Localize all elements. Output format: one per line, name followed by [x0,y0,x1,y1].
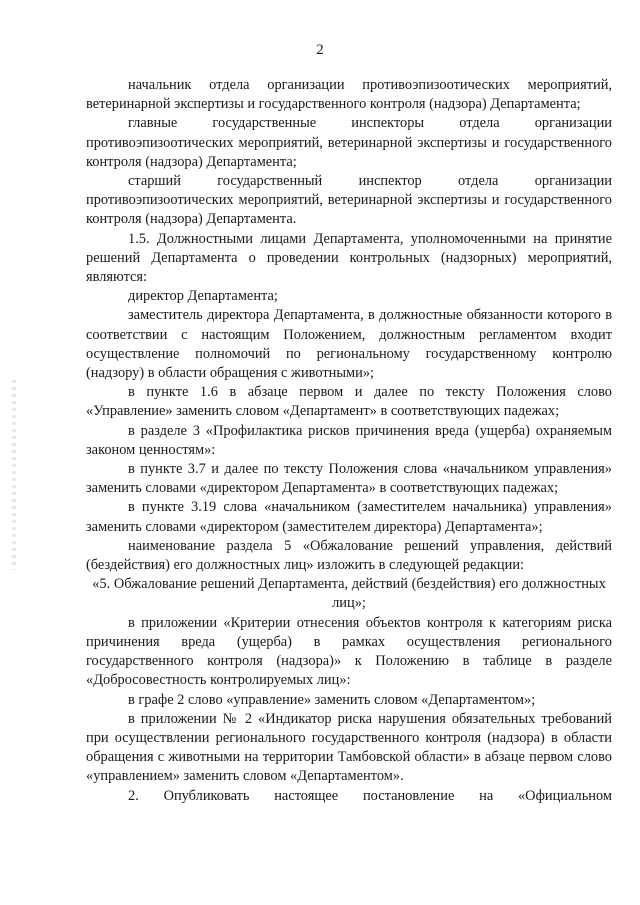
page-number: 2 [316,42,324,58]
paragraph-appendix-2: в приложении № 2 «Индикатор риска нарушения обязательных требований при осуществлении регионального государственного контроля (надзора) в области обращения с животными на территории Тамбовской области» в абзаце первом слово «управлением» заменить словом «Департаментом». [86,710,612,785]
paragraph-clause-3-19: в пункте 3.19 слова «начальником (заместителем начальника) управления» заменить словами «директором (заместителем директора) Департамента»; [86,499,612,535]
margin-scan-mark [12,380,16,570]
paragraph-section-5-new-title: «5. Обжалование решений Департамента, действий (бездействия) его должностных лиц»; [92,576,606,612]
paragraph-chief-inspectors: главные государственные инспекторы отдела организации противоэпизоотических мероприятий, ветеринарной экспертизы и государственного контроля (надзора) Департамента; [86,115,612,170]
paragraph-clause-2-publish: 2. Опубликовать настоящее постановление на «Официальном [128,787,612,804]
document-body [86,76,612,806]
paragraph-clause-3-7: в пункте 3.7 и далее по тексту Положения слова «начальником управления» заменить словами «директором Департамента» в соответствующих падежах; [86,461,612,497]
paragraph-deputy-director: заместитель директора Департамента, в должностные обязанности которого в соответствии с настоящим Положением, должностным регламентом входит осуществление полномочий по региональному государственному контролю (надзору) в области обращения с животными»; [86,307,612,382]
paragraph-senior-inspector: старший государственный инспектор отдела организации противоэпизоотических мероприятий, ветеринарной экспертизы и государственного контроля (надзора) Департамента. [86,173,612,228]
paragraph-section-5-title: наименование раздела 5 «Обжалование решений управления, действий (бездействия) его должностных лиц» изложить в следующей редакции: [86,537,612,574]
paragraph-department-head: начальник отдела организации противоэпизоотических мероприятий, ветеринарной экспертизы и государственного контроля (надзора) Департамента; [86,77,612,113]
paragraph-director: директор Департамента; [128,288,278,305]
paragraph-appendix-criteria: в приложении «Критерии отнесения объектов контроля к категориям риска причинения вреда (ущерба) в рамках осуществления регионального государственного контроля (надзора)» к Положению в таблице в разделе «Добросовестность контролируемых лиц»: [86,614,612,689]
paragraph-clause-1-6: в пункте 1.6 в абзаце первом и далее по тексту Положения слово «Управление» заменить словом «Департамент» в соответствующих падежах; [86,384,612,420]
paragraph-column-2: в графе 2 слово «управление» заменить словом «Департаментом»; [128,691,536,708]
paragraph-clause-1-5: 1.5. Должностными лицами Департамента, уполномоченными на принятие решений Департамента о проведении контрольных (надзорных) мероприятий, являются: [86,230,612,286]
paragraph-section-3: в разделе 3 «Профилактика рисков причинения вреда (ущерба) охраняемым законом ценностям»: [86,422,612,458]
